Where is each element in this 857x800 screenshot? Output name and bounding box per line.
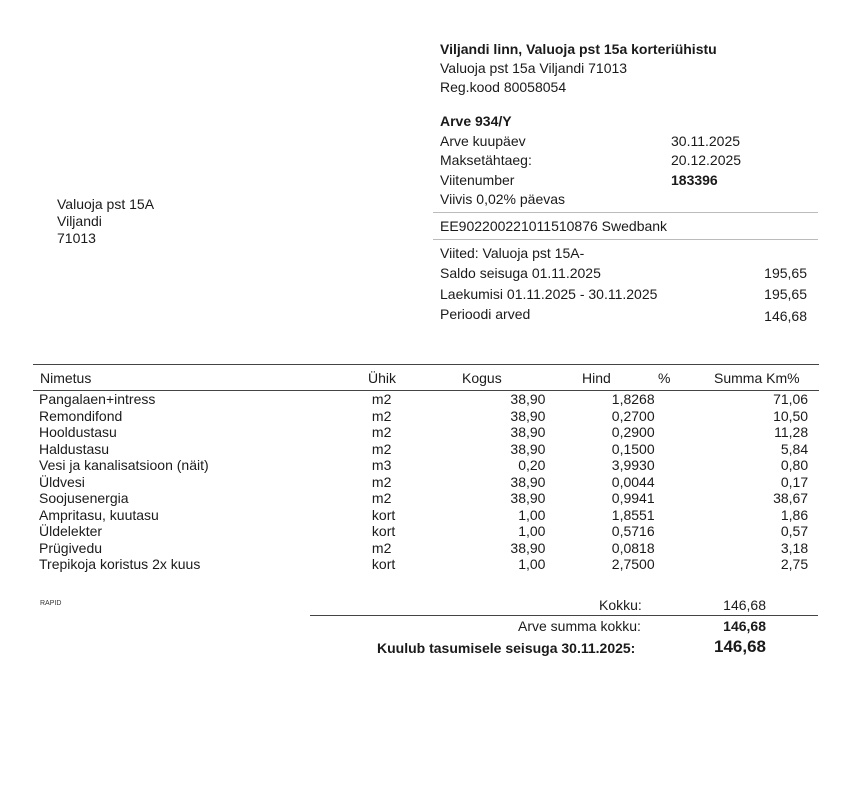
item-price: 0,5716	[611, 523, 655, 539]
item-name: Trepikoja koristus 2x kuus	[39, 556, 201, 572]
issuer-address: Valuoja pst 15a Viljandi 71013	[440, 60, 628, 76]
item-unit: m2	[371, 490, 392, 506]
item-name: Prügivedu	[39, 539, 103, 556]
item-unit: m2	[371, 539, 392, 556]
item-unit: m2	[371, 440, 392, 457]
item-percent	[655, 507, 704, 524]
table-row	[33, 424, 819, 441]
item-sum: 1,86	[780, 506, 809, 523]
header-qty: Kogus	[462, 370, 502, 386]
item-sum: 0,80	[780, 457, 809, 473]
balance-label: Saldo seisuga 01.11.2025	[440, 265, 601, 281]
item-sum: 38,67	[773, 490, 809, 506]
line-items-table	[33, 391, 819, 573]
invoice-total-label: Arve summa kokku:	[518, 618, 641, 634]
item-price: 3,9930	[611, 457, 655, 473]
software-mark: RAPID	[40, 600, 62, 607]
header-unit: Ühik	[368, 370, 397, 386]
amount-due-label: Kuulub tasumisele seisuga 30.11.2025:	[377, 640, 636, 656]
period-invoices-label: Perioodi arved	[440, 306, 531, 322]
item-unit: m2	[371, 473, 392, 490]
item-quantity: 38,90	[510, 490, 546, 506]
item-vat	[808, 408, 819, 425]
table-row	[33, 540, 819, 557]
item-percent	[655, 523, 704, 540]
balance-value: 195,65	[764, 265, 807, 281]
item-unit: m3	[371, 457, 392, 473]
header-price: Hind	[582, 370, 611, 386]
item-price: 0,1500	[611, 440, 655, 457]
item-name: Üldvesi	[39, 473, 85, 490]
item-vat	[808, 540, 819, 557]
issuer-reg-code: Reg.kood 80058054	[440, 79, 567, 95]
item-sum: 0,57	[780, 523, 809, 539]
item-percent	[655, 540, 704, 557]
total-value: 146,68	[723, 597, 766, 613]
recipient-block	[57, 196, 154, 247]
item-percent	[655, 490, 704, 507]
item-unit: m2	[371, 407, 392, 424]
table-row	[33, 523, 819, 540]
penalty-rate: Viivis 0,02% päevas	[440, 191, 566, 207]
item-quantity: 38,90	[510, 391, 546, 407]
received-value: 195,65	[764, 286, 807, 302]
item-quantity: 38,90	[510, 440, 546, 457]
item-price: 0,9941	[611, 490, 655, 506]
item-sum: 3,18	[780, 539, 809, 556]
item-price: 1,8268	[611, 391, 655, 407]
item-quantity: 38,90	[510, 539, 546, 556]
item-name: Haldustasu	[39, 440, 110, 457]
item-vat	[808, 424, 819, 441]
item-name: Ampritasu, kuutasu	[39, 506, 159, 523]
item-vat	[808, 441, 819, 458]
item-name: Hooldustasu	[39, 424, 117, 440]
divider	[433, 239, 818, 240]
bank-account: EE902200221011510876 Swedbank	[440, 218, 668, 234]
item-name: Pangalaen+intress	[39, 391, 156, 407]
item-percent	[655, 457, 704, 474]
item-vat	[808, 457, 819, 474]
item-sum: 11,28	[774, 424, 809, 440]
header-sum: Summa Km%	[714, 370, 800, 386]
issuer-name: Viljandi linn, Valuoja pst 15a korteriühistu	[440, 41, 717, 57]
item-quantity: 38,90	[510, 407, 546, 424]
item-price: 2,7500	[611, 556, 655, 572]
header-name: Nimetus	[40, 370, 92, 386]
table-row	[33, 474, 819, 491]
item-quantity: 1,00	[518, 506, 546, 523]
header-percent: %	[658, 370, 671, 386]
recipient-city: Viljandi	[57, 213, 102, 229]
item-sum: 71,06	[773, 391, 809, 407]
issuer-block	[440, 40, 717, 97]
item-percent	[655, 441, 704, 458]
invoice-date-value: 30.11.2025	[671, 133, 741, 149]
item-vat	[808, 523, 819, 540]
item-sum: 2,75	[780, 556, 809, 572]
item-unit: kort	[371, 506, 396, 523]
item-name: Soojusenergia	[39, 490, 129, 506]
item-percent	[655, 408, 704, 425]
item-quantity: 1,00	[518, 523, 546, 539]
item-quantity: 1,00	[518, 556, 546, 572]
item-quantity: 38,90	[510, 473, 546, 490]
table-row	[33, 507, 819, 524]
total-label: Kokku:	[599, 597, 642, 613]
item-sum: 0,17	[780, 473, 809, 490]
table-row	[33, 391, 819, 408]
item-price: 0,2900	[611, 424, 655, 440]
table-row	[33, 408, 819, 425]
item-unit: m2	[371, 391, 392, 407]
recipient-postal: 71013	[57, 230, 96, 246]
divider	[433, 212, 818, 213]
invoice-date-label: Arve kuupäev	[440, 133, 526, 149]
table-row	[33, 441, 819, 458]
item-vat	[808, 474, 819, 491]
item-unit: kort	[371, 556, 396, 572]
item-vat	[808, 556, 819, 573]
item-sum: 10,50	[773, 407, 809, 424]
table-row	[33, 457, 819, 474]
item-vat	[808, 507, 819, 524]
item-price: 0,2700	[611, 407, 655, 424]
item-unit: m2	[371, 424, 392, 440]
item-quantity: 38,90	[510, 424, 546, 440]
item-name: Vesi ja kanalisatsioon (näit)	[39, 457, 209, 473]
reference-label: Viitenumber	[440, 172, 515, 188]
amount-due-value: 146,68	[714, 637, 766, 656]
references: Viited: Valuoja pst 15A-	[440, 245, 585, 261]
item-sum: 5,84	[780, 440, 809, 457]
item-quantity: 0,20	[518, 457, 546, 473]
item-price: 0,0044	[611, 473, 655, 490]
item-vat	[808, 391, 819, 408]
item-percent	[655, 424, 704, 441]
table-row	[33, 490, 819, 507]
item-unit: kort	[371, 523, 396, 539]
item-percent	[655, 556, 704, 573]
item-price: 1,8551	[611, 506, 655, 523]
item-name: Remondifond	[39, 407, 123, 424]
recipient-street: Valuoja pst 15A	[57, 196, 155, 212]
invoice-number: Arve 934/Y	[440, 113, 512, 129]
reference-number: 183396	[671, 172, 718, 188]
table-row	[33, 556, 819, 573]
item-price: 0,0818	[611, 539, 655, 556]
item-name: Üldelekter	[39, 523, 103, 539]
item-vat	[808, 490, 819, 507]
item-percent	[655, 474, 704, 491]
due-date-value: 20.12.2025	[671, 152, 742, 168]
invoice-total-value: 146,68	[723, 618, 766, 634]
period-invoices-value: 146,68	[764, 308, 807, 324]
item-percent	[655, 391, 704, 408]
received-label: Laekumisi 01.11.2025 - 30.11.2025	[440, 286, 658, 302]
table-top-rule	[33, 364, 819, 365]
due-date-label: Maksetähtaeg:	[440, 152, 532, 168]
total-rule	[310, 615, 818, 616]
